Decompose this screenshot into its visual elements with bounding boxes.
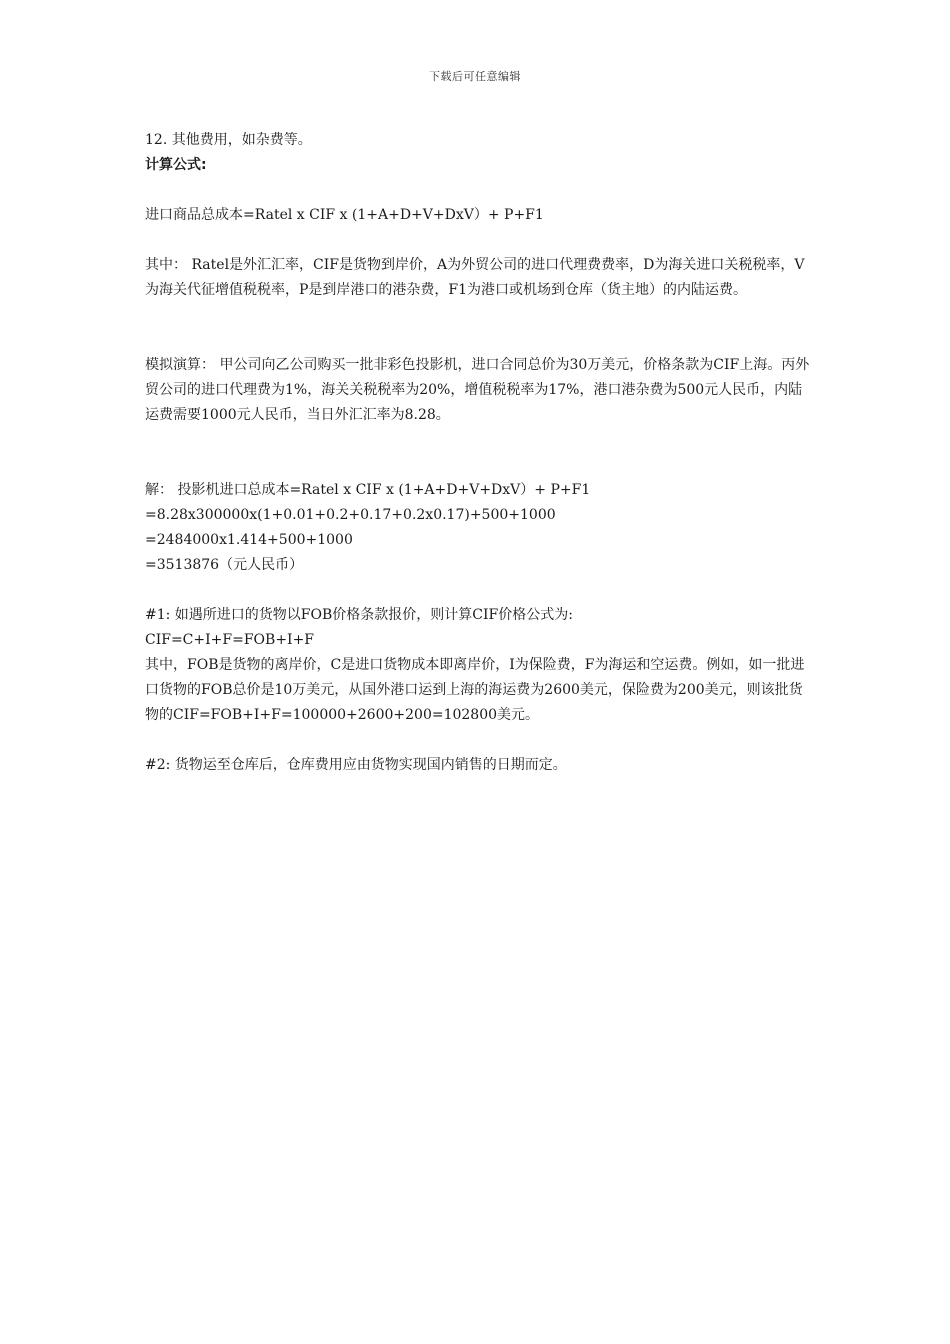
formula-heading: 计算公式: — [145, 157, 207, 173]
note-1-line-2: CIF=C+I+F=FOB+I+F — [145, 632, 315, 648]
note-1-detail: 其中，FOB是货物的离岸价，C是进口货物成本即离岸价，I为保险费，F为海运和空运费。例如，如一批进口货物的FOB总价是10万美元，从国外港口运到上海的海运费为2600美元，保险费为200美元，则该批货物的CIF=FOB+I+F=100000+2600+200=102800美元。 — [145, 657, 805, 723]
simulation-paragraph: 模拟演算： 甲公司向乙公司购买一批非彩色投影机，进口合同总价为30万美元，价格条款为CIF上海。丙外贸公司的进口代理费为1%，海关关税税率为20%，增值税税率为17%，港口港杂费为500元人民币，内陆运费需要1000元人民币，当日外汇汇率为8.28。 — [145, 357, 810, 423]
formula-explanation: 其中： Ratel是外汇汇率，CIF是货物到岸价，A为外贸公司的进口代理费费率，D为海关进口关税税率，V为海关代征增值税税率，P是到岸港口的港杂费，F1为港口或机场到仓库（货主地）的内陆运费。 — [145, 257, 805, 298]
solution-line-3: =2484000x1.414+500+1000 — [145, 532, 353, 548]
item-12-paragraph: 12. 其他费用，如杂费等。 — [145, 132, 312, 148]
page-header-note: 下载后可任意编辑 — [429, 70, 521, 83]
note-1-line-1: #1: 如遇所进口的货物以FOB价格条款报价，则计算CIF价格公式为: — [145, 607, 573, 623]
cost-formula: 进口商品总成本=Ratel x CIF x (1+A+D+V+DxV）+ P+F1 — [145, 207, 544, 223]
solution-line-1: 解： 投影机进口总成本=Ratel x CIF x (1+A+D+V+DxV）+ P+F1 — [145, 482, 591, 498]
solution-line-4: =3513876（元人民币） — [145, 557, 304, 573]
solution-line-2: =8.28x300000x(1+0.01+0.2+0.17+0.2x0.17)+500+1000 — [145, 507, 556, 523]
document-body — [145, 128, 810, 778]
note-2: #2: 货物运至仓库后，仓库费用应由货物实现国内销售的日期而定。 — [145, 757, 567, 773]
